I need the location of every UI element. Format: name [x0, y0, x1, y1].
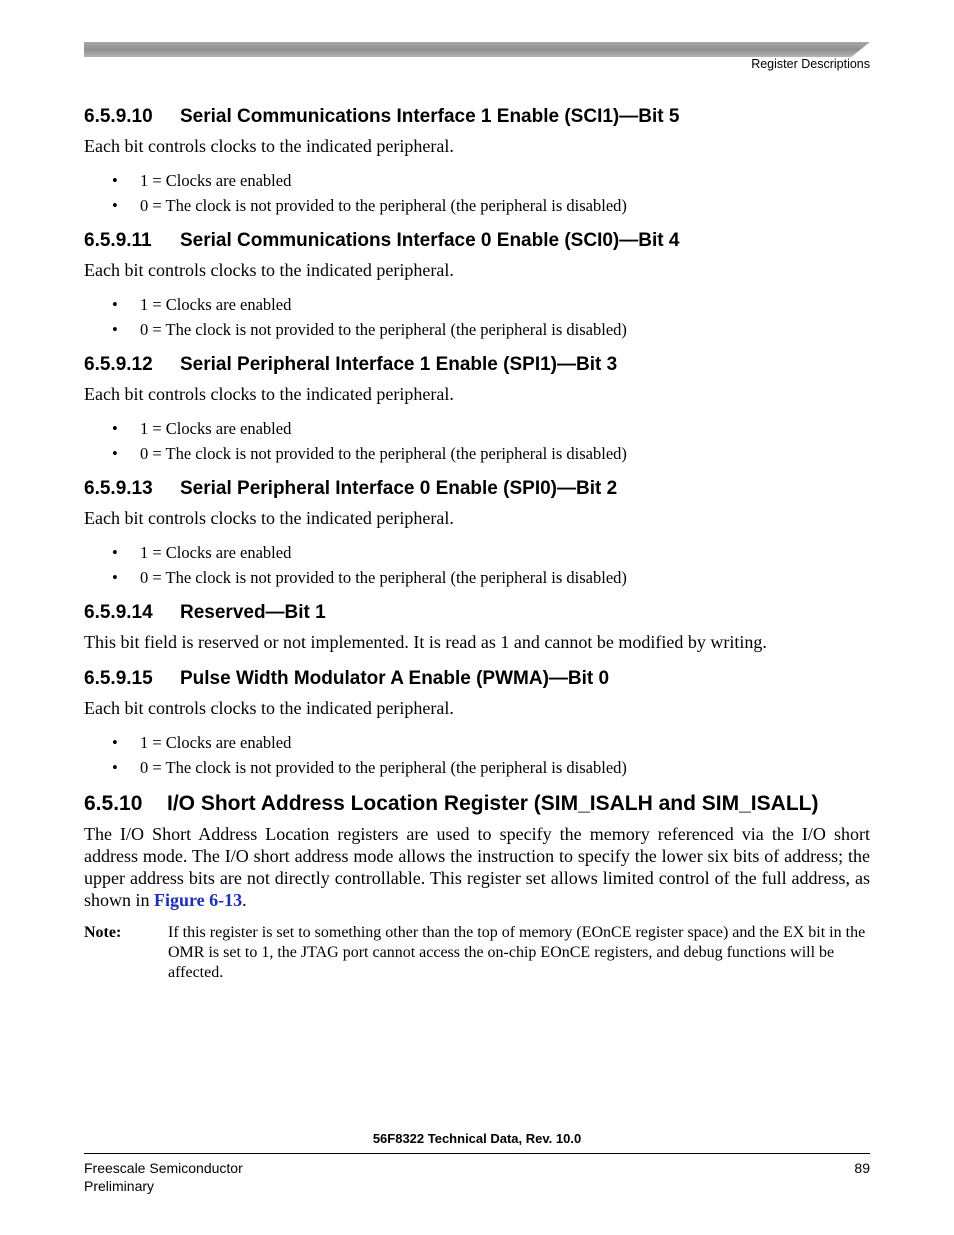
bullet-icon: •	[112, 543, 118, 562]
note-block	[84, 923, 870, 983]
section-title: Serial Peripheral Interface 1 Enable (SPI1)—Bit 3	[180, 354, 618, 375]
section-number: 6.5.9.13	[84, 478, 153, 499]
section-body: This bit field is reserved or not implemented. It is read as 1 and cannot be modified by writing.	[84, 632, 767, 652]
figure-link[interactable]: Figure 6-13	[154, 890, 243, 910]
footer-divider	[84, 1153, 870, 1154]
bullet-list	[84, 416, 870, 466]
bullet-icon: •	[112, 758, 118, 777]
list-item	[84, 755, 870, 780]
section-body: Each bit controls clocks to the indicated peripheral.	[84, 136, 454, 156]
footer-left	[84, 1159, 243, 1195]
body-text: The I/O Short Address Location registers are used to specify the memory referenced via the I/O short address mode. The I/O short address mode allows the instruction to specify the lower six bits of address; the upper address bits are not directly controllable. This register set allows limited control of the full address, as shown in	[84, 824, 870, 910]
list-item	[84, 565, 870, 590]
section-title: I/O Short Address Location Register (SIM_ISALH and SIM_ISALL)	[167, 792, 819, 815]
section-heading	[84, 476, 870, 502]
section-title: Serial Communications Interface 0 Enable (SCI0)—Bit 4	[180, 230, 680, 251]
running-header: Register Descriptions	[751, 57, 870, 71]
section-title: Serial Communications Interface 1 Enable (SCI1)—Bit 5	[180, 106, 680, 127]
bullet-list	[84, 540, 870, 590]
bullet-icon: •	[112, 196, 118, 215]
bullet-icon: •	[112, 733, 118, 752]
section-heading	[84, 352, 870, 378]
list-item	[84, 168, 870, 193]
list-item-text: 1 = Clocks are enabled	[140, 419, 292, 438]
bullet-list	[84, 292, 870, 342]
section-title: Serial Peripheral Interface 0 Enable (SPI0)—Bit 2	[180, 478, 618, 499]
list-item-text: 1 = Clocks are enabled	[140, 543, 292, 562]
bullet-icon: •	[112, 171, 118, 190]
note-text: If this register is set to something other than the top of memory (EOnCE register space) and the EX bit in the OMR is set to 1, the JTAG port cannot access the on-chip EOnCE registers, and debug functions will be affected.	[168, 924, 866, 981]
list-item-text: 1 = Clocks are enabled	[140, 295, 292, 314]
section-number: 6.5.10	[84, 792, 143, 815]
footer-company: Freescale Semiconductor	[84, 1160, 243, 1176]
body-text-end: .	[242, 890, 247, 910]
list-item	[84, 292, 870, 317]
section-heading	[84, 104, 870, 130]
list-item	[84, 317, 870, 342]
bullet-list	[84, 730, 870, 780]
list-item-text: 0 = The clock is not provided to the peripheral (the peripheral is disabled)	[140, 758, 627, 777]
bullet-icon: •	[112, 320, 118, 339]
section-heading	[84, 228, 870, 254]
section-body: Each bit controls clocks to the indicated peripheral.	[84, 508, 454, 528]
list-item-text: 0 = The clock is not provided to the peripheral (the peripheral is disabled)	[140, 320, 627, 339]
section-number: 6.5.9.14	[84, 602, 153, 623]
section-number: 6.5.9.11	[84, 230, 152, 251]
section-heading	[84, 600, 870, 626]
page-content	[84, 104, 870, 983]
note-label: Note:	[84, 924, 122, 941]
section-title: Reserved—Bit 1	[180, 602, 326, 623]
list-item-text: 0 = The clock is not provided to the peripheral (the peripheral is disabled)	[140, 444, 627, 463]
list-item	[84, 193, 870, 218]
section-number: 6.5.9.15	[84, 668, 153, 689]
footer-status: Preliminary	[84, 1178, 155, 1194]
section-number: 6.5.9.10	[84, 106, 153, 127]
bullet-list	[84, 168, 870, 218]
list-item	[84, 416, 870, 441]
list-item-text: 0 = The clock is not provided to the peripheral (the peripheral is disabled)	[140, 196, 627, 215]
bullet-icon: •	[112, 444, 118, 463]
list-item-text: 1 = Clocks are enabled	[140, 733, 292, 752]
list-item-text: 1 = Clocks are enabled	[140, 171, 292, 190]
header-bar	[84, 42, 870, 57]
list-item	[84, 441, 870, 466]
list-item	[84, 540, 870, 565]
footer-doc-title: 56F8322 Technical Data, Rev. 10.0	[372, 1131, 582, 1146]
page-number: 89	[854, 1160, 870, 1176]
list-item-text: 0 = The clock is not provided to the peripheral (the peripheral is disabled)	[140, 568, 627, 587]
bullet-icon: •	[112, 295, 118, 314]
bullet-icon: •	[112, 419, 118, 438]
section-title: Pulse Width Modulator A Enable (PWMA)—Bit 0	[180, 668, 610, 689]
list-item	[84, 730, 870, 755]
main-section-body	[84, 823, 870, 911]
section-body: Each bit controls clocks to the indicated peripheral.	[84, 698, 454, 718]
section-body: Each bit controls clocks to the indicated peripheral.	[84, 384, 454, 404]
section-number: 6.5.9.12	[84, 354, 153, 375]
section-body: Each bit controls clocks to the indicated peripheral.	[84, 260, 454, 280]
main-section-heading	[84, 790, 870, 818]
section-heading	[84, 666, 870, 692]
bullet-icon: •	[112, 568, 118, 587]
